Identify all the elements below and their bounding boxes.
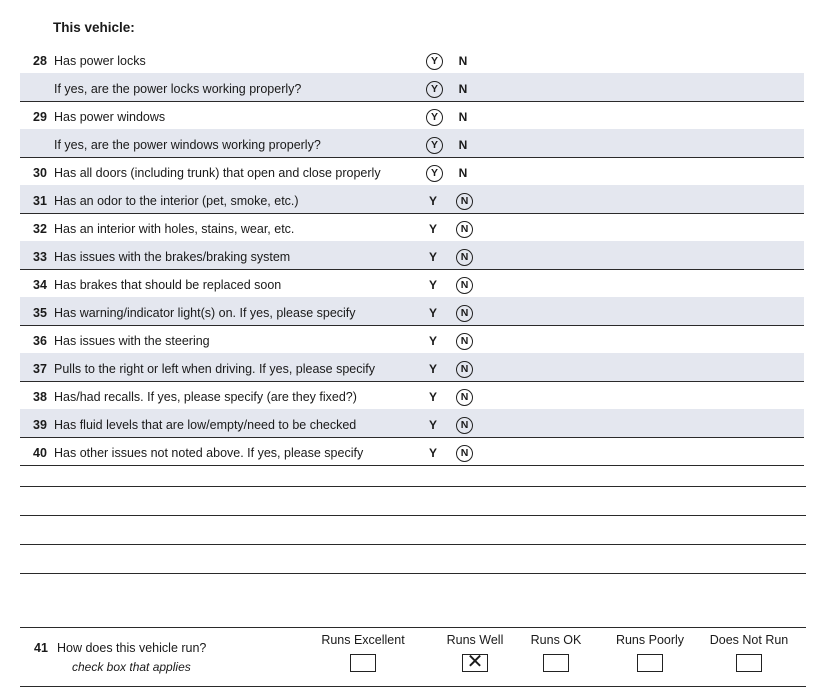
specify-line[interactable] <box>20 573 806 574</box>
yes-option[interactable]: Y <box>426 53 443 70</box>
question-number: 37 <box>33 362 47 376</box>
yes-option[interactable]: Y <box>426 137 443 154</box>
specify-line[interactable] <box>20 486 806 487</box>
run-option-label: Runs Well <box>446 633 504 647</box>
no-option[interactable]: N <box>456 333 473 350</box>
vehicle-run-question <box>20 627 806 687</box>
specify-line[interactable] <box>20 515 806 516</box>
question-text: Has power windows <box>54 110 166 124</box>
question-text: Has issues with the brakes/braking system <box>54 250 291 264</box>
question-row <box>20 157 804 186</box>
question-text: Has other issues not noted above. If yes, please specify <box>54 446 364 460</box>
question-row <box>20 297 804 326</box>
question-row <box>20 73 804 102</box>
question-text: How does this vehicle run? <box>57 641 207 655</box>
run-option-checkbox[interactable] <box>543 654 569 672</box>
question-row <box>20 101 804 130</box>
question-number: 30 <box>33 166 47 180</box>
no-option[interactable]: N <box>456 193 473 210</box>
no-option[interactable]: N <box>456 305 473 322</box>
question-number: 35 <box>33 306 47 320</box>
run-option-label: Runs OK <box>530 633 582 647</box>
question-row <box>20 129 804 158</box>
question-text: Has/had recalls. If yes, please specify (are they fixed?) <box>54 390 357 404</box>
yes-option[interactable]: Y <box>428 278 437 292</box>
yes-option[interactable]: Y <box>428 222 437 236</box>
question-number: 33 <box>33 250 47 264</box>
question-text: Pulls to the right or left when driving. If yes, please specify <box>54 362 375 376</box>
question-text: Has all doors (including trunk) that open and close properly <box>54 166 381 180</box>
run-option-label: Does Not Run <box>709 633 789 647</box>
no-option[interactable]: N <box>456 221 473 238</box>
question-text: If yes, are the power locks working properly? <box>54 82 302 96</box>
question-row <box>20 437 804 466</box>
no-option[interactable]: N <box>458 110 468 124</box>
yes-option[interactable]: Y <box>426 81 443 98</box>
question-text: If yes, are the power windows working properly? <box>54 138 321 152</box>
question-row <box>20 325 804 354</box>
question-row <box>20 269 804 298</box>
question-number: 29 <box>33 110 47 124</box>
question-row <box>20 381 804 410</box>
question-number: 38 <box>33 390 47 404</box>
no-option[interactable]: N <box>456 249 473 266</box>
yes-option[interactable]: Y <box>428 446 437 460</box>
yes-option[interactable]: Y <box>428 194 437 208</box>
question-number: 41 <box>34 641 48 655</box>
run-option-checkbox[interactable] <box>637 654 663 672</box>
no-option[interactable]: N <box>458 166 468 180</box>
yes-option[interactable]: Y <box>428 362 437 376</box>
question-row <box>20 353 804 382</box>
run-option-checkbox[interactable] <box>736 654 762 672</box>
question-text: Has warning/indicator light(s) on. If yes, please specify <box>54 306 356 320</box>
no-option[interactable]: N <box>458 138 468 152</box>
question-row <box>20 185 804 214</box>
question-number: 32 <box>33 222 47 236</box>
form-section-heading: This vehicle: <box>53 20 135 35</box>
question-text: Has fluid levels that are low/empty/need to be checked <box>54 418 357 432</box>
question-row <box>20 409 804 438</box>
check-mark-icon: ✕ <box>466 651 484 673</box>
yes-option[interactable]: Y <box>426 109 443 126</box>
question-number: 36 <box>33 334 47 348</box>
run-option-label: Runs Poorly <box>615 633 685 647</box>
no-option[interactable]: N <box>458 54 468 68</box>
no-option[interactable]: N <box>456 361 473 378</box>
run-option-checkbox[interactable] <box>462 651 488 673</box>
question-number: 34 <box>33 278 47 292</box>
run-option-label: Runs Excellent <box>321 633 405 647</box>
question-text: Has power locks <box>54 54 146 68</box>
question-row <box>20 241 804 270</box>
question-number: 28 <box>33 54 47 68</box>
yes-option[interactable]: Y <box>428 418 437 432</box>
no-option[interactable]: N <box>456 389 473 406</box>
no-option[interactable]: N <box>456 417 473 434</box>
yes-option[interactable]: Y <box>426 165 443 182</box>
no-option[interactable]: N <box>456 445 473 462</box>
yes-option[interactable]: Y <box>428 250 437 264</box>
no-option[interactable]: N <box>458 82 468 96</box>
question-text: Has brakes that should be replaced soon <box>54 278 282 292</box>
no-option[interactable]: N <box>456 277 473 294</box>
yes-option[interactable]: Y <box>428 390 437 404</box>
question-number: 40 <box>33 446 47 460</box>
run-option-checkbox[interactable] <box>350 654 376 672</box>
question-text: Has an interior with holes, stains, wear, etc. <box>54 222 295 236</box>
question-row <box>20 45 804 74</box>
question-number: 39 <box>33 418 47 432</box>
question-hint: check box that applies <box>72 660 191 674</box>
yes-option[interactable]: Y <box>428 334 437 348</box>
question-row <box>20 213 804 242</box>
question-text: Has issues with the steering <box>54 334 210 348</box>
specify-line[interactable] <box>20 544 806 545</box>
question-number: 31 <box>33 194 47 208</box>
question-text: Has an odor to the interior (pet, smoke, etc.) <box>54 194 299 208</box>
yes-option[interactable]: Y <box>428 306 437 320</box>
